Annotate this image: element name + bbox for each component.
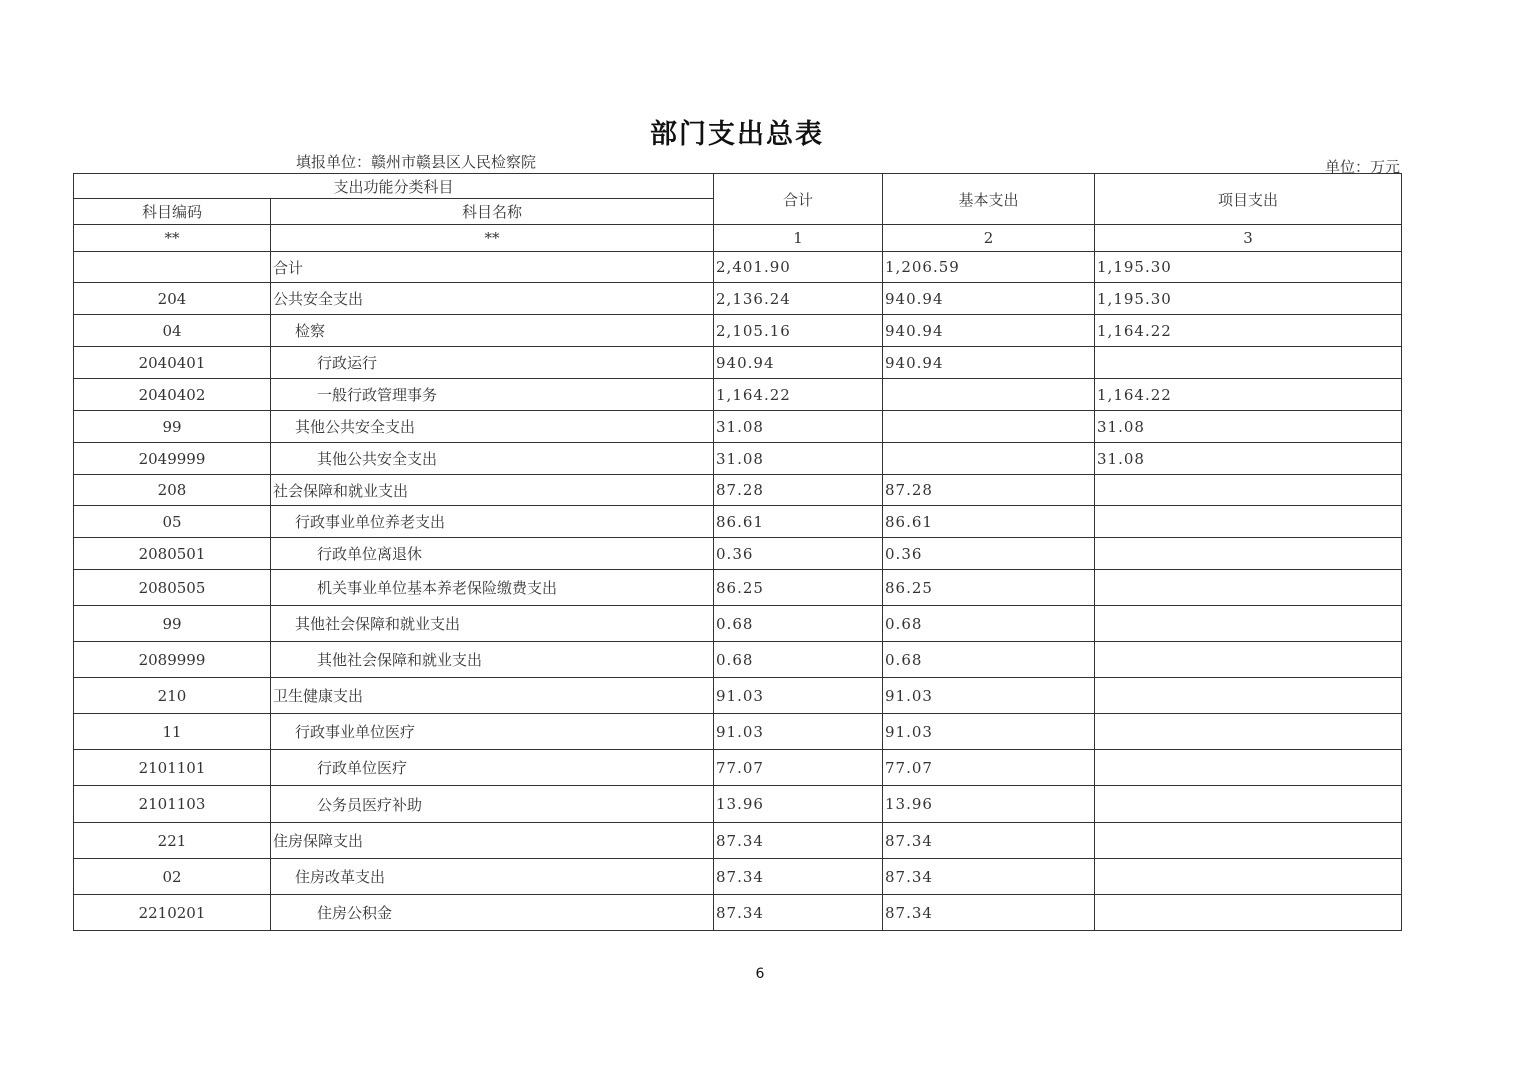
cell-project — [1095, 714, 1402, 750]
cell-project: 31.08 — [1095, 411, 1402, 443]
table-row — [74, 823, 1402, 859]
cell-name: 其他社会保障和就业支出 — [271, 606, 714, 642]
cell-code: 2049999 — [74, 443, 271, 475]
cell-project: 1,195.30 — [1095, 283, 1402, 315]
cell-project: 1,195.30 — [1095, 252, 1402, 283]
cell-basic: 940.94 — [883, 315, 1095, 347]
cell-name: 行政运行 — [271, 347, 714, 379]
cell-basic — [883, 411, 1095, 443]
cell-project: 1,164.22 — [1095, 315, 1402, 347]
cell-total: 86.61 — [714, 506, 883, 538]
cell-basic: 87.34 — [883, 859, 1095, 895]
header-code: 科目编码 — [74, 199, 271, 225]
table-row — [74, 506, 1402, 538]
cell-total: 2,136.24 — [714, 283, 883, 315]
cell-name: 公共安全支出 — [271, 283, 714, 315]
index-cell: ** — [271, 225, 714, 252]
cell-name: 行政单位离退休 — [271, 538, 714, 570]
cell-total: 87.28 — [714, 475, 883, 506]
cell-code: 210 — [74, 678, 271, 714]
cell-project — [1095, 859, 1402, 895]
table-row — [74, 443, 1402, 475]
cell-project — [1095, 786, 1402, 823]
index-cell: ** — [74, 225, 271, 252]
expenditure-table — [73, 173, 1402, 931]
cell-total: 91.03 — [714, 678, 883, 714]
cell-total: 0.68 — [714, 642, 883, 678]
cell-name: 其他公共安全支出 — [271, 443, 714, 475]
cell-basic: 91.03 — [883, 714, 1095, 750]
currency-unit: 单位：万元 — [1324, 158, 1400, 176]
table-row — [74, 570, 1402, 606]
cell-code: 99 — [74, 411, 271, 443]
table-row — [74, 283, 1402, 315]
cell-total: 77.07 — [714, 750, 883, 786]
cell-total: 86.25 — [714, 570, 883, 606]
cell-project — [1095, 642, 1402, 678]
cell-total: 31.08 — [714, 443, 883, 475]
cell-name: 住房保障支出 — [271, 823, 714, 859]
cell-project — [1095, 570, 1402, 606]
cell-code: 04 — [74, 315, 271, 347]
cell-name: 其他社会保障和就业支出 — [271, 642, 714, 678]
cell-code: 204 — [74, 283, 271, 315]
cell-total: 87.34 — [714, 823, 883, 859]
cell-basic: 91.03 — [883, 678, 1095, 714]
cell-code: 99 — [74, 606, 271, 642]
cell-basic: 86.61 — [883, 506, 1095, 538]
cell-basic — [883, 443, 1095, 475]
cell-project — [1095, 895, 1402, 931]
header-group: 支出功能分类科目 — [74, 174, 714, 199]
cell-total: 1,164.22 — [714, 379, 883, 411]
table-row — [74, 252, 1402, 283]
table-row — [74, 379, 1402, 411]
page-number: 6 — [755, 966, 765, 982]
cell-basic — [883, 379, 1095, 411]
header-total: 合计 — [714, 174, 883, 225]
cell-code: 208 — [74, 475, 271, 506]
page-title: 部门支出总表 — [650, 119, 824, 150]
cell-total: 940.94 — [714, 347, 883, 379]
cell-total: 13.96 — [714, 786, 883, 823]
cell-basic: 0.68 — [883, 606, 1095, 642]
cell-project — [1095, 678, 1402, 714]
table-row — [74, 750, 1402, 786]
cell-basic: 940.94 — [883, 347, 1095, 379]
index-cell: 3 — [1095, 225, 1402, 252]
cell-basic: 77.07 — [883, 750, 1095, 786]
cell-basic: 86.25 — [883, 570, 1095, 606]
table-row — [74, 678, 1402, 714]
cell-name: 一般行政管理事务 — [271, 379, 714, 411]
cell-name: 住房公积金 — [271, 895, 714, 931]
cell-total: 0.36 — [714, 538, 883, 570]
cell-code: 2101103 — [74, 786, 271, 823]
table-row — [74, 475, 1402, 506]
index-cell: 1 — [714, 225, 883, 252]
cell-project — [1095, 606, 1402, 642]
cell-project — [1095, 347, 1402, 379]
cell-total: 31.08 — [714, 411, 883, 443]
table-row — [74, 538, 1402, 570]
cell-code: 11 — [74, 714, 271, 750]
table-row — [74, 786, 1402, 823]
cell-name: 合计 — [271, 252, 714, 283]
table-row — [74, 347, 1402, 379]
index-row — [74, 225, 1402, 252]
cell-code: 2080501 — [74, 538, 271, 570]
cell-total: 91.03 — [714, 714, 883, 750]
cell-project: 1,164.22 — [1095, 379, 1402, 411]
table-row — [74, 895, 1402, 931]
cell-code: 2040402 — [74, 379, 271, 411]
cell-name: 行政事业单位养老支出 — [271, 506, 714, 538]
cell-name: 卫生健康支出 — [271, 678, 714, 714]
cell-code: 02 — [74, 859, 271, 895]
cell-basic: 87.34 — [883, 823, 1095, 859]
table-row — [74, 642, 1402, 678]
cell-name: 住房改革支出 — [271, 859, 714, 895]
table-row — [74, 606, 1402, 642]
cell-project — [1095, 506, 1402, 538]
cell-code: 221 — [74, 823, 271, 859]
cell-name: 公务员医疗补助 — [271, 786, 714, 823]
cell-project — [1095, 750, 1402, 786]
cell-name: 机关事业单位基本养老保险缴费支出 — [271, 570, 714, 606]
cell-project — [1095, 823, 1402, 859]
cell-code: 2080505 — [74, 570, 271, 606]
filling-unit: 填报单位：赣州市赣县区人民检察院 — [296, 153, 537, 171]
cell-basic: 1,206.59 — [883, 252, 1095, 283]
cell-project — [1095, 538, 1402, 570]
cell-basic: 87.34 — [883, 895, 1095, 931]
cell-basic: 13.96 — [883, 786, 1095, 823]
cell-name: 行政单位医疗 — [271, 750, 714, 786]
cell-total: 0.68 — [714, 606, 883, 642]
cell-code: 2040401 — [74, 347, 271, 379]
cell-basic: 0.68 — [883, 642, 1095, 678]
table-row — [74, 714, 1402, 750]
cell-name: 社会保障和就业支出 — [271, 475, 714, 506]
cell-code: 2210201 — [74, 895, 271, 931]
cell-project: 31.08 — [1095, 443, 1402, 475]
cell-name: 检察 — [271, 315, 714, 347]
cell-name: 行政事业单位医疗 — [271, 714, 714, 750]
cell-basic: 0.36 — [883, 538, 1095, 570]
cell-project — [1095, 475, 1402, 506]
cell-total: 87.34 — [714, 859, 883, 895]
header-row-group — [74, 174, 1402, 199]
cell-name: 其他公共安全支出 — [271, 411, 714, 443]
cell-code: 05 — [74, 506, 271, 538]
cell-code: 2101101 — [74, 750, 271, 786]
cell-total: 2,401.90 — [714, 252, 883, 283]
cell-basic: 940.94 — [883, 283, 1095, 315]
cell-code — [74, 252, 271, 283]
cell-code: 2089999 — [74, 642, 271, 678]
table-row — [74, 411, 1402, 443]
cell-basic: 87.28 — [883, 475, 1095, 506]
cell-total: 87.34 — [714, 895, 883, 931]
table-row — [74, 315, 1402, 347]
header-name: 科目名称 — [271, 199, 714, 225]
header-project: 项目支出 — [1095, 174, 1402, 225]
table-row — [74, 859, 1402, 895]
index-cell: 2 — [883, 225, 1095, 252]
header-basic: 基本支出 — [883, 174, 1095, 225]
cell-total: 2,105.16 — [714, 315, 883, 347]
